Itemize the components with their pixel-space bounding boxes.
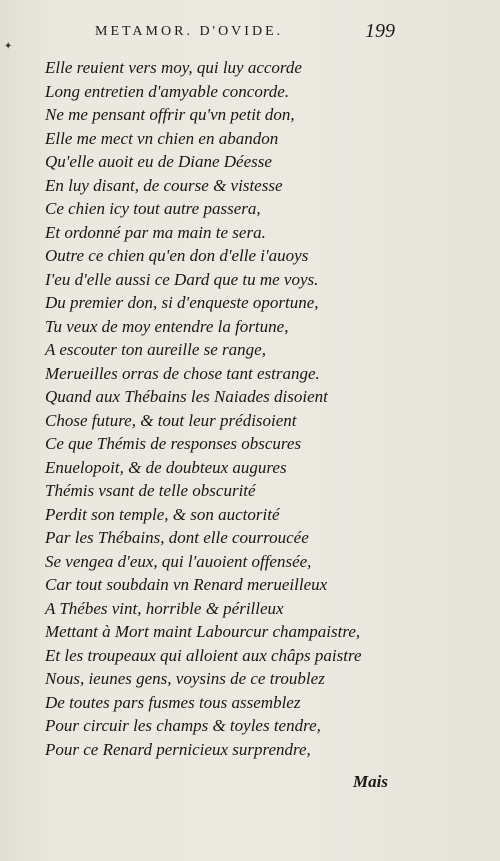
verse-line: Thémis vsant de telle obscurité [45,481,256,500]
verse-line: Elle me mect vn chien en abandon [45,128,279,148]
verse-line: A Thébes vint, horrible & périlleux [45,598,284,618]
verse-line: Ce que Thémis de responses obscures [45,434,302,453]
verse-line: Se vengea d'eux, qui l'auoient offensée, [45,551,312,571]
verse-line: Elle reuient vers moy, qui luy accorde [45,58,302,77]
verse-line: Ce chien icy tout autre passera, [45,199,261,218]
verse-line: Pour ce Renard pernicieux surprendre, [45,739,311,759]
verse-line: Du premier don, si d'enqueste oportune, [45,293,319,312]
verse-line: Merueilles orras de chose tant estrange. [45,363,320,383]
verse-line: Qu'elle auoit eu de Diane Déesse [45,152,272,171]
verse-line: Chose future, & tout leur prédisoient [45,410,297,430]
verse-block [45,56,405,761]
verse-line: Enuelopoit, & de doubteux augures [45,457,287,477]
verse-line: Quand aux Thébains les Naiades disoient [45,387,328,406]
catchword: Mais [353,772,388,791]
verse-line: Perdit son temple, & son auctorité [45,504,280,524]
verse-line: Mettant à Mort maint Labourcur champaistre, [45,622,361,641]
verse-line: Tu veux de moy entendre la fortune, [45,316,289,336]
header-title: METAMOR. D'OVIDE. [95,24,284,39]
verse-line: Par les Thébains, dont elle courroucée [45,528,309,547]
verse-line: Nous, ieunes gens, voysins de ce troublez [45,669,325,688]
verse-line: A escouter ton aureille se range, [45,340,266,359]
running-header [95,20,395,44]
verse-line: I'eu d'elle aussi ce Dard que tu me voys. [45,269,319,289]
verse-line: Pour circuir les champs & toyles tendre, [45,716,321,735]
page-number: 199 [365,20,395,42]
margin-ornament-icon: ✦ [4,41,13,52]
verse-line: De toutes pars fusmes tous assemblez [45,692,301,712]
verse-line: Et les troupeaux qui alloient aux châps paistre [45,645,362,665]
verse-line: En luy disant, de course & vistesse [45,175,283,195]
verse-line: Et ordonné par ma main te sera. [45,222,266,242]
verse-line: Car tout soubdain vn Renard merueilleux [45,575,328,594]
verse-line: Outre ce chien qu'en don d'elle i'auoys [45,246,309,265]
verse-line: Ne me pensant offrir qu'vn petit don, [45,105,295,124]
verse-line: Long entretien d'amyable concorde. [45,81,290,101]
